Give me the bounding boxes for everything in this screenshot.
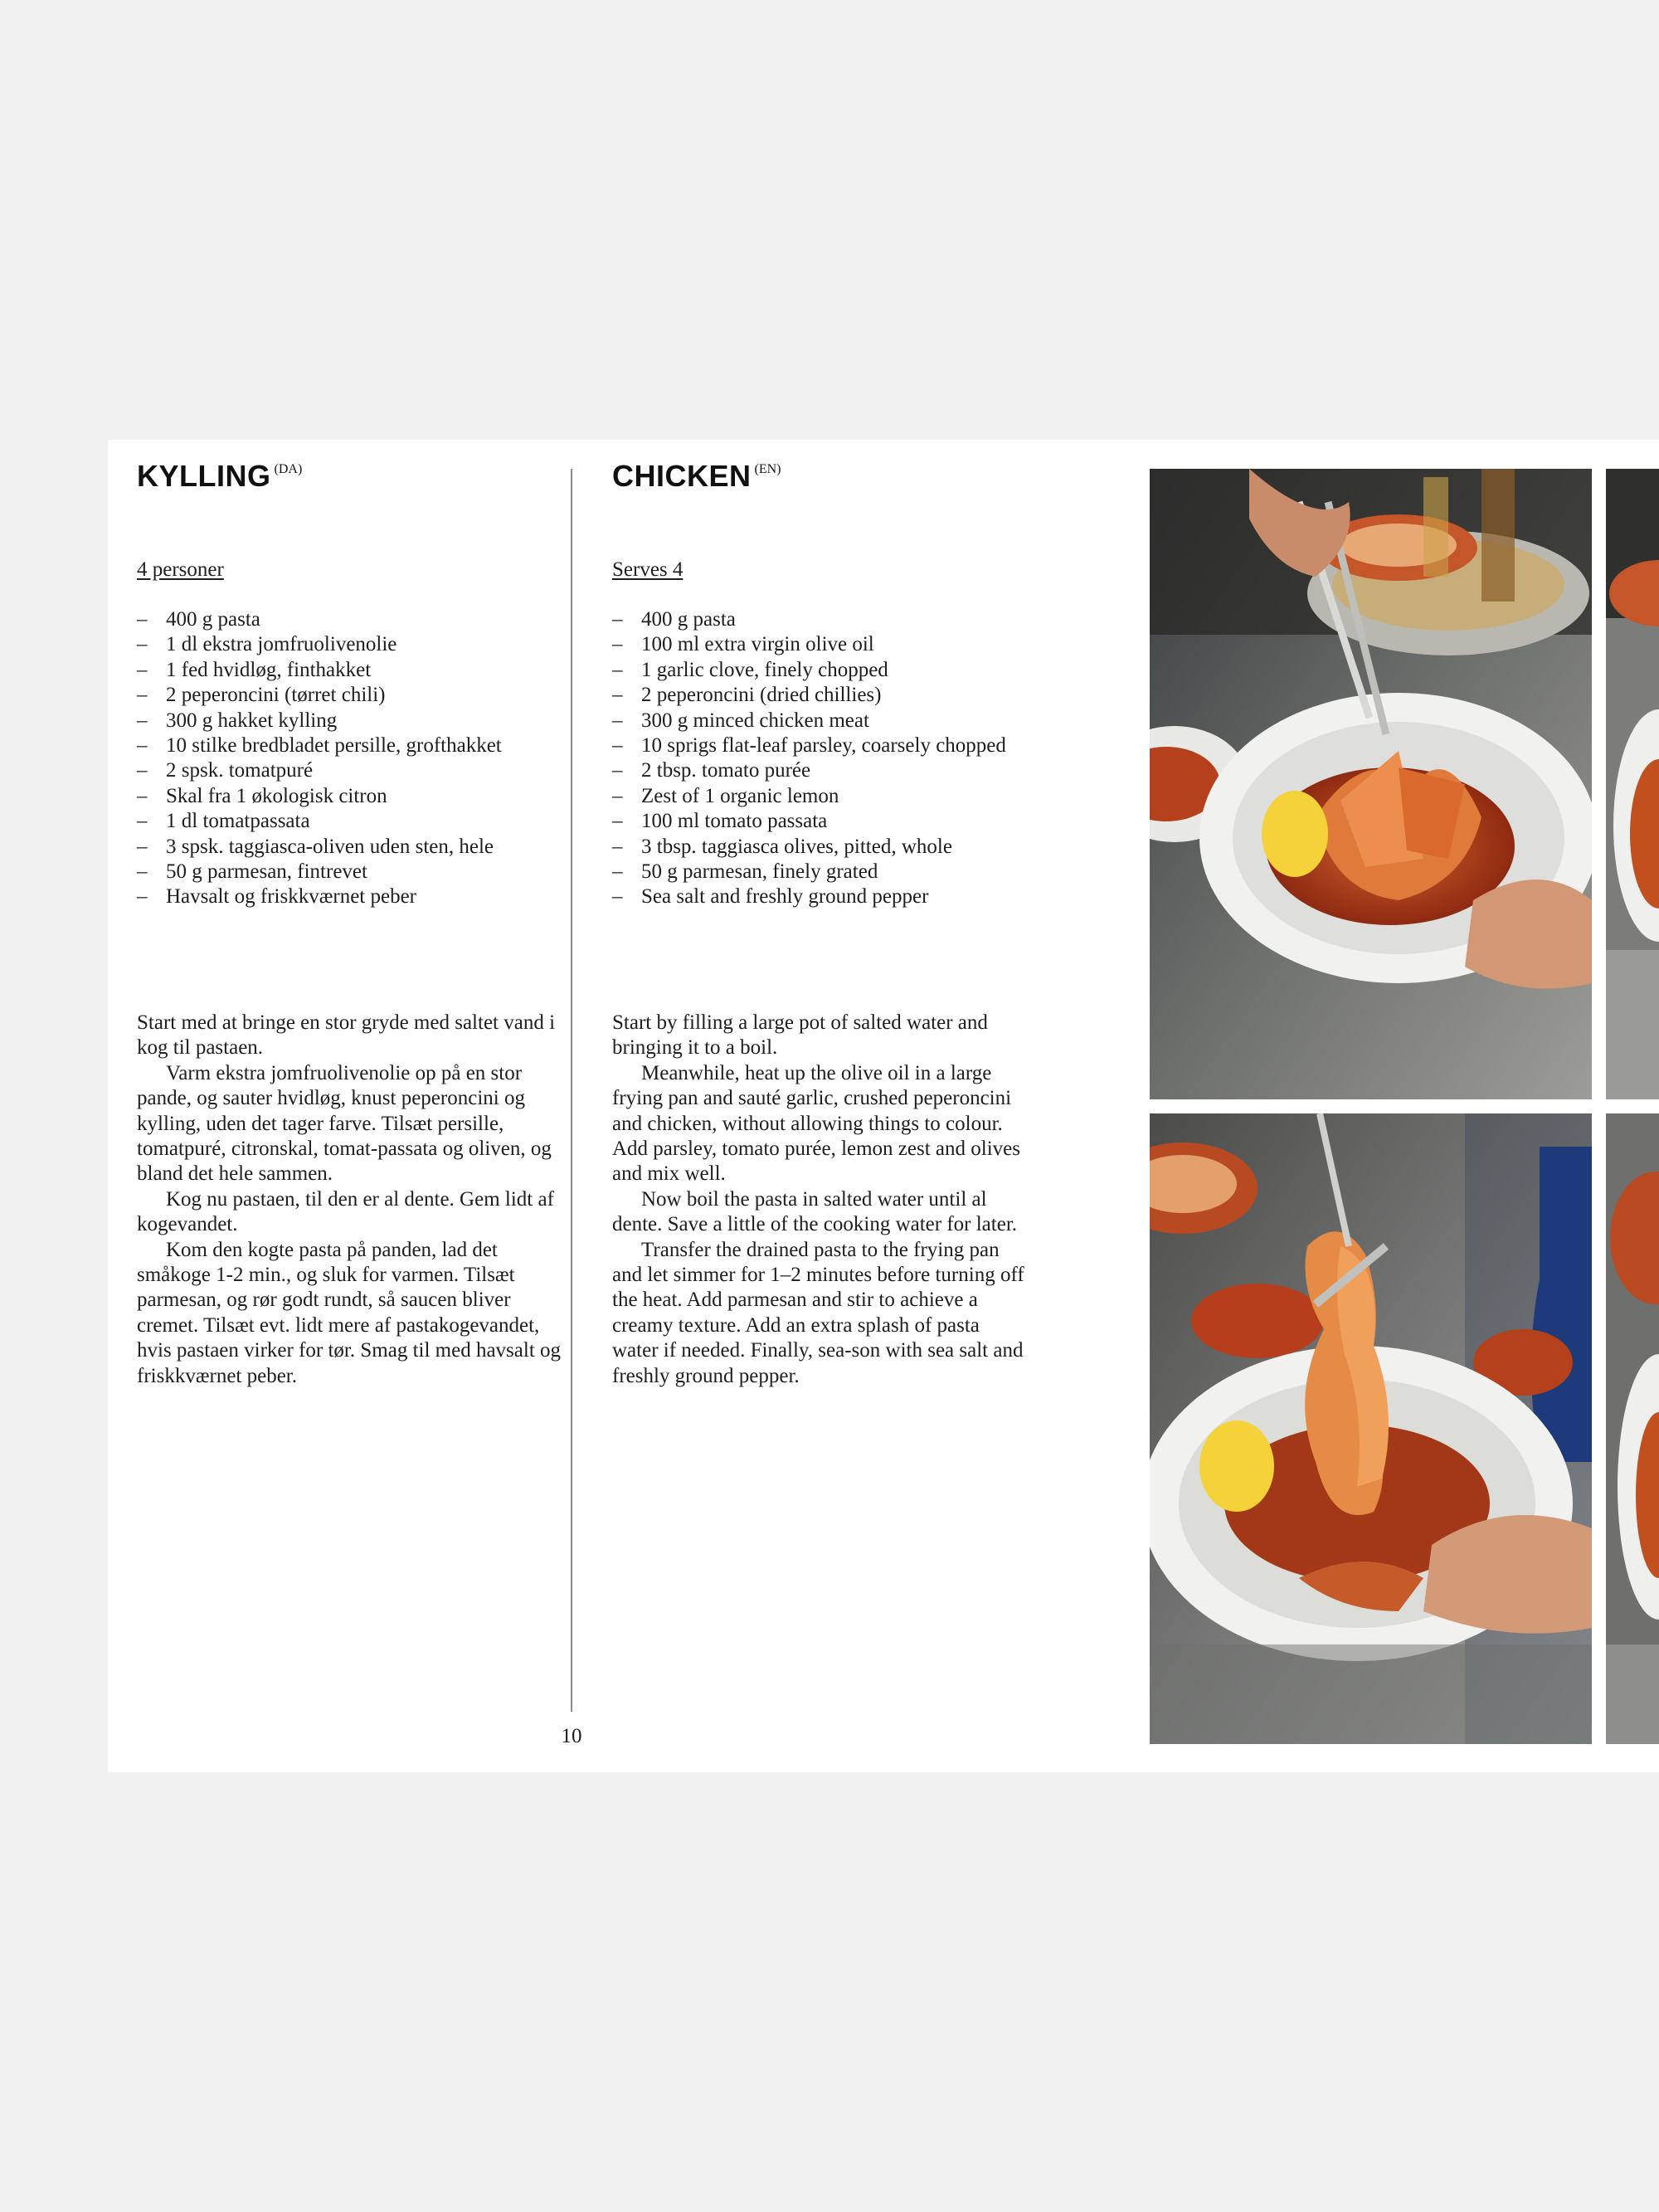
title-text: CHICKEN — [612, 459, 752, 493]
title-text: KYLLING — [137, 459, 271, 493]
method-paragraph: Kog nu pastaen, til den er al dente. Gem lidt af kogevandet. — [137, 1187, 554, 1236]
ingredient-text: 300 g hakket kylling — [166, 709, 338, 732]
dish-photo-pasta-lift — [1150, 1113, 1592, 1744]
ingredient-text: 2 tbsp. tomato purée — [641, 759, 811, 782]
ingredient-item — [612, 632, 1006, 657]
ingredient-list-english — [612, 607, 1006, 910]
serves-label-english: Serves 4 — [612, 558, 684, 581]
ingredient-text: 300 g minced chicken meat — [641, 709, 869, 732]
ingredient-text: 10 stilke bredbladet persille, grofthakket — [166, 734, 502, 758]
ingredient-item — [137, 733, 502, 758]
ingredient-text: 50 g parmesan, finely grated — [641, 860, 878, 884]
dash-bullet: – — [137, 860, 148, 884]
column-divider — [571, 469, 572, 1712]
ingredient-text: 3 spsk. taggiasca-oliven uden sten, hele — [166, 835, 494, 858]
dash-bullet: – — [137, 709, 148, 732]
ingredient-item — [612, 835, 1006, 860]
ingredient-item — [612, 658, 1006, 683]
ingredient-text: 100 ml tomato passata — [641, 810, 828, 833]
ingredient-text: 1 garlic clove, finely chopped — [641, 658, 888, 681]
recipe-title-danish — [137, 461, 302, 491]
method-text-danish — [137, 1011, 568, 1389]
method-paragraph: Transfer the drained pasta to the frying pan and let simmer for 1–2 minutes before turning off the heat. Add parmesan and stir to achieve a creamy texture. Add an extra splash of pasta water if needed. Finally, sea-son with sea salt and freshly ground pepper. — [612, 1238, 1024, 1387]
method-paragraph: Start med at bringe en stor gryde med saltet vand i kog til pastaen. — [137, 1011, 556, 1060]
ingredient-text: Zest of 1 organic lemon — [641, 784, 839, 807]
ingredient-text: 2 peperoncini (dried chillies) — [641, 684, 882, 707]
dash-bullet: – — [612, 658, 623, 681]
ingredient-item — [137, 683, 502, 708]
dash-bullet: – — [612, 684, 623, 707]
dash-bullet: – — [137, 835, 148, 858]
dash-bullet: – — [612, 860, 623, 884]
method-paragraph: Meanwhile, heat up the olive oil in a large frying pan and sauté garlic, crushed peperoncini and chicken, without allowing things to colour. Add parsley, tomato purée, lemon zest and olives and mix well. — [612, 1061, 1020, 1186]
ingredient-item — [612, 860, 1006, 884]
dash-bullet: – — [612, 885, 623, 909]
dash-bullet: – — [612, 810, 623, 833]
book-spread — [108, 440, 1659, 1772]
ingredient-text: Sea salt and freshly ground pepper — [641, 885, 929, 909]
dash-bullet: – — [137, 810, 148, 833]
dash-bullet: – — [612, 734, 623, 758]
method-text-english — [612, 1011, 1027, 1389]
ingredient-text: Havsalt og friskkværnet peber — [166, 885, 417, 909]
ingredient-text: 3 tbsp. taggiasca olives, pitted, whole — [641, 835, 952, 858]
ingredient-item — [137, 809, 502, 834]
dash-bullet: – — [137, 658, 148, 681]
ingredient-text: 1 dl ekstra jomfruolivenolie — [166, 633, 397, 656]
ingredient-item — [137, 835, 502, 860]
ingredient-item — [137, 758, 502, 783]
dash-bullet: – — [612, 784, 623, 807]
ingredient-text: 400 g pasta — [166, 608, 260, 631]
language-tag: (EN) — [754, 462, 781, 476]
dash-bullet: – — [137, 684, 148, 707]
dish-photo-tongs — [1150, 469, 1592, 1099]
ingredient-item — [612, 683, 1006, 708]
ingredient-text: 1 dl tomatpassata — [166, 810, 310, 833]
ingredient-item — [612, 758, 1006, 783]
serves-label-danish: 4 personer — [137, 558, 224, 581]
dish-photo-cropped-bottom — [1606, 1113, 1659, 1744]
ingredient-item — [137, 784, 502, 809]
dash-bullet: – — [612, 709, 623, 732]
ingredient-text: 1 fed hvidløg, finthakket — [166, 658, 372, 681]
ingredient-item — [612, 884, 1006, 909]
dash-bullet: – — [612, 759, 623, 782]
dash-bullet: – — [137, 759, 148, 782]
ingredient-item — [137, 709, 502, 733]
dash-bullet: – — [612, 633, 623, 656]
ingredient-item — [612, 607, 1006, 632]
page-number: 10 — [561, 1725, 582, 1747]
ingredient-item — [612, 784, 1006, 809]
ingredient-text: 400 g pasta — [641, 608, 736, 631]
dash-bullet: – — [137, 784, 148, 807]
dash-bullet: – — [137, 633, 148, 656]
language-tag: (DA) — [274, 462, 303, 476]
ingredient-text: 10 sprigs flat-leaf parsley, coarsely chopped — [641, 734, 1006, 758]
method-paragraph: Kom den kogte pasta på panden, lad det småkoge 1-2 min., og sluk for varmen. Tilsæt parmesan, og rør godt rundt, så saucen bliver cremet. Tilsæt evt. lidt mere af pastakogevandet, hvis pastaen virker for tør. Smag til med havsalt og friskkværnet peber. — [137, 1238, 562, 1387]
ingredient-item — [137, 860, 502, 884]
ingredient-text: 2 spsk. tomatpuré — [166, 759, 314, 782]
dash-bullet: – — [137, 608, 148, 631]
ingredient-item — [612, 809, 1006, 834]
ingredient-item — [612, 733, 1006, 758]
method-paragraph: Varm ekstra jomfruolivenolie op på en stor pande, og sauter hvidløg, knust peperoncini og kylling, uden det tager farve. Tilsæt persille, tomatpuré, citronskal, tomat-passata og oliven, og bland det hele sammen. — [137, 1061, 552, 1186]
ingredient-item — [137, 884, 502, 909]
ingredient-text: Skal fra 1 økologisk citron — [166, 784, 387, 807]
recipe-title-english — [612, 461, 781, 491]
ingredient-item — [612, 709, 1006, 733]
dish-photo-cropped-top — [1606, 469, 1659, 1099]
method-paragraph: Start by filling a large pot of salted water and bringing it to a boil. — [612, 1011, 988, 1060]
dash-bullet: – — [612, 608, 623, 631]
method-paragraph: Now boil the pasta in salted water until al dente. Save a little of the cooking water for later. — [612, 1187, 1018, 1236]
ingredient-item — [137, 607, 502, 632]
ingredient-item — [137, 632, 502, 657]
dash-bullet: – — [612, 835, 623, 858]
ingredient-list-danish — [137, 607, 502, 910]
dash-bullet: – — [137, 885, 148, 909]
ingredient-text: 50 g parmesan, fintrevet — [166, 860, 367, 884]
ingredient-text: 2 peperoncini (tørret chili) — [166, 684, 386, 707]
ingredient-item — [137, 658, 502, 683]
dash-bullet: – — [137, 734, 148, 758]
ingredient-text: 100 ml extra virgin olive oil — [641, 633, 874, 656]
